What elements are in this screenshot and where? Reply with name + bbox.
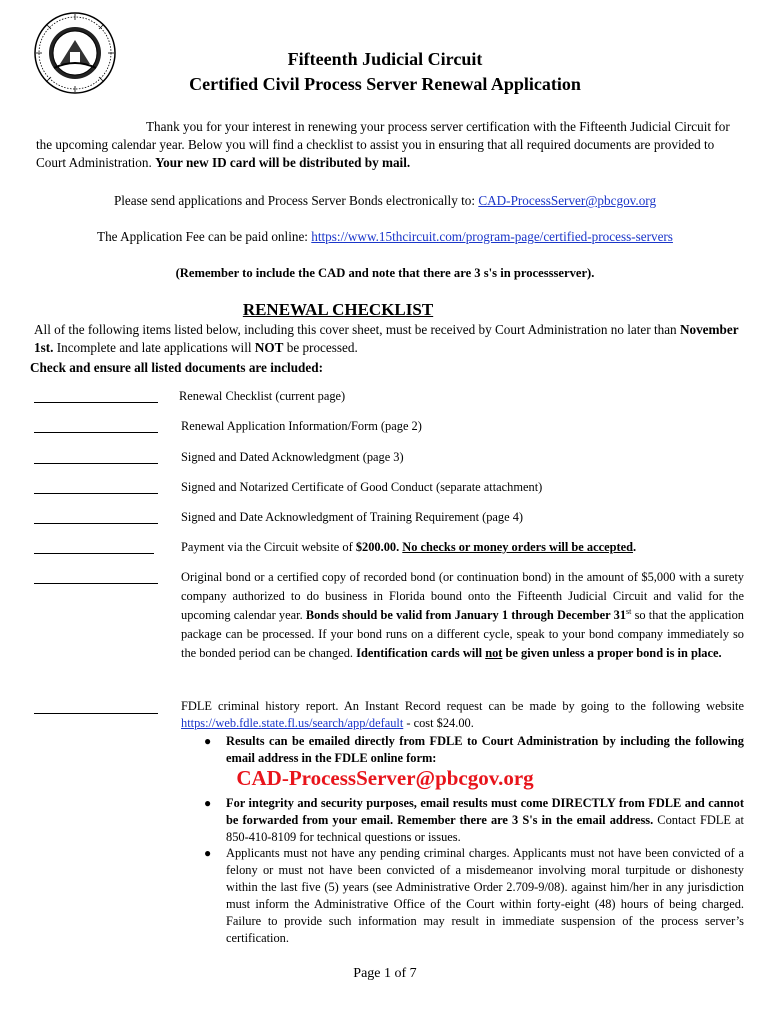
checklist-item-payment: Payment via the Circuit website of $200.00. No checks or money orders will be accepted. bbox=[181, 540, 637, 554]
checklist-heading: RENEWAL CHECKLIST bbox=[242, 300, 434, 319]
page-subtitle: Certified Civil Process Server Renewal Application bbox=[189, 74, 581, 94]
checklist-instruction: Check and ensure all listed documents are included: bbox=[30, 360, 323, 375]
bullet-icon: ● bbox=[204, 796, 212, 810]
fdle-bullet-2: For integrity and security purposes, email results must come DIRECTLY from FDLE and cannot be forwarded from your email. Remember there are 3 S's in the email address. Contact FDLE at 850-410-8109 for technical questions or issues. bbox=[226, 796, 744, 844]
fee-url-link[interactable]: https://www.15thcircuit.com/program-page/certified-process-servers bbox=[311, 229, 673, 244]
checklist-item: Renewal Application Information/Form (page 2) bbox=[181, 419, 422, 433]
checkbox-line-4[interactable] bbox=[34, 493, 158, 494]
checkbox-line-8[interactable] bbox=[34, 713, 158, 714]
checkbox-line-7[interactable] bbox=[34, 583, 158, 584]
checklist-item-fdle: FDLE criminal history report. An Instant Record request can be made by going to the following website https://web.fdle.state.fl.us/search/app/default - cost $24.00. bbox=[181, 699, 744, 730]
bullet-icon: ● bbox=[204, 846, 212, 860]
checklist-item: Renewal Checklist (current page) bbox=[179, 389, 346, 403]
checklist-item: Signed and Notarized Certificate of Good Conduct (separate attachment) bbox=[181, 480, 543, 494]
fdle-bullet-3: Applicants must not have any pending criminal charges. Applicants must not have been convicted of a felony or must not have been convicted of a misdemeanor involving moral turpitude or dishonesty within the last five (5) years (see Administrative Order 2.709-9/08). against him/her in any jurisdiction must inform the Administrative Office of the Court within forty-eight (48) hours of being charged. Failure to provide such information may result in immediate suspension of the process server’s certification. bbox=[226, 846, 744, 945]
checkbox-line-5[interactable] bbox=[34, 523, 158, 524]
send-line: Please send applications and Process Server Bonds electronically to: CAD-ProcessServer@pbcgov.org bbox=[113, 193, 657, 208]
intro-paragraph: Thank you for your interest in renewing your process server certification with the Fifteenth Judicial Circuit for the upcoming calendar year. Below you will find a checklist to assist you in ensuring that all required documents are provided to Court Administration. Your new ID card will be distributed by mail. bbox=[36, 119, 730, 170]
fee-line: The Application Fee can be paid online: https://www.15thcircuit.com/program-page/certified-process-servers bbox=[97, 229, 673, 244]
remember-note: (Remember to include the CAD and note that there are 3 s's in processserver). bbox=[175, 266, 595, 280]
bullet-icon: ● bbox=[204, 734, 212, 748]
checklist-item: Signed and Date Acknowledgment of Training Requirement (page 4) bbox=[181, 510, 524, 524]
checkbox-line-2[interactable] bbox=[34, 432, 158, 433]
checkbox-line-1[interactable] bbox=[34, 402, 158, 403]
checklist-item-bond: Original bond or a certified copy of recorded bond (or continuation bond) in the amount of $5,000 with a surety company authorized to do business in Florida bound onto the Fifteenth Judicial Circuit and valid for the upcoming calendar year. Bonds should be valid from January 1 through December 31st so that the application package can be processed. If your bond runs on a different cycle, speak to your bond company immediately so the bonded period can be changed. Identification cards will not be given unless a proper bond is in place. bbox=[181, 570, 744, 660]
checkbox-line-6[interactable] bbox=[34, 553, 154, 554]
email-link[interactable]: CAD-ProcessServer@pbcgov.org bbox=[478, 193, 657, 208]
page-title: Fifteenth Judicial Circuit bbox=[287, 49, 483, 69]
checklist-item: Signed and Dated Acknowledgment (page 3) bbox=[181, 450, 404, 464]
fdle-bullet-1: Results can be emailed directly from FDLE to Court Administration by including the following email address in the FDLE online form: bbox=[226, 734, 744, 765]
checklist-intro: All of the following items listed below, including this cover sheet, must be received by Court Administration no later than November 1st. Incomplete and late applications will NOT be processed. bbox=[34, 322, 739, 355]
intro-bold: Your new ID card will be distributed by mail. bbox=[155, 155, 411, 170]
page-number: Page 1 of 7 bbox=[353, 966, 417, 981]
big-email: CAD-ProcessServer@pbcgov.org bbox=[236, 766, 534, 790]
fdle-url-link[interactable]: https://web.fdle.state.fl.us/search/app/default bbox=[181, 716, 404, 730]
checkbox-line-3[interactable] bbox=[34, 463, 158, 464]
